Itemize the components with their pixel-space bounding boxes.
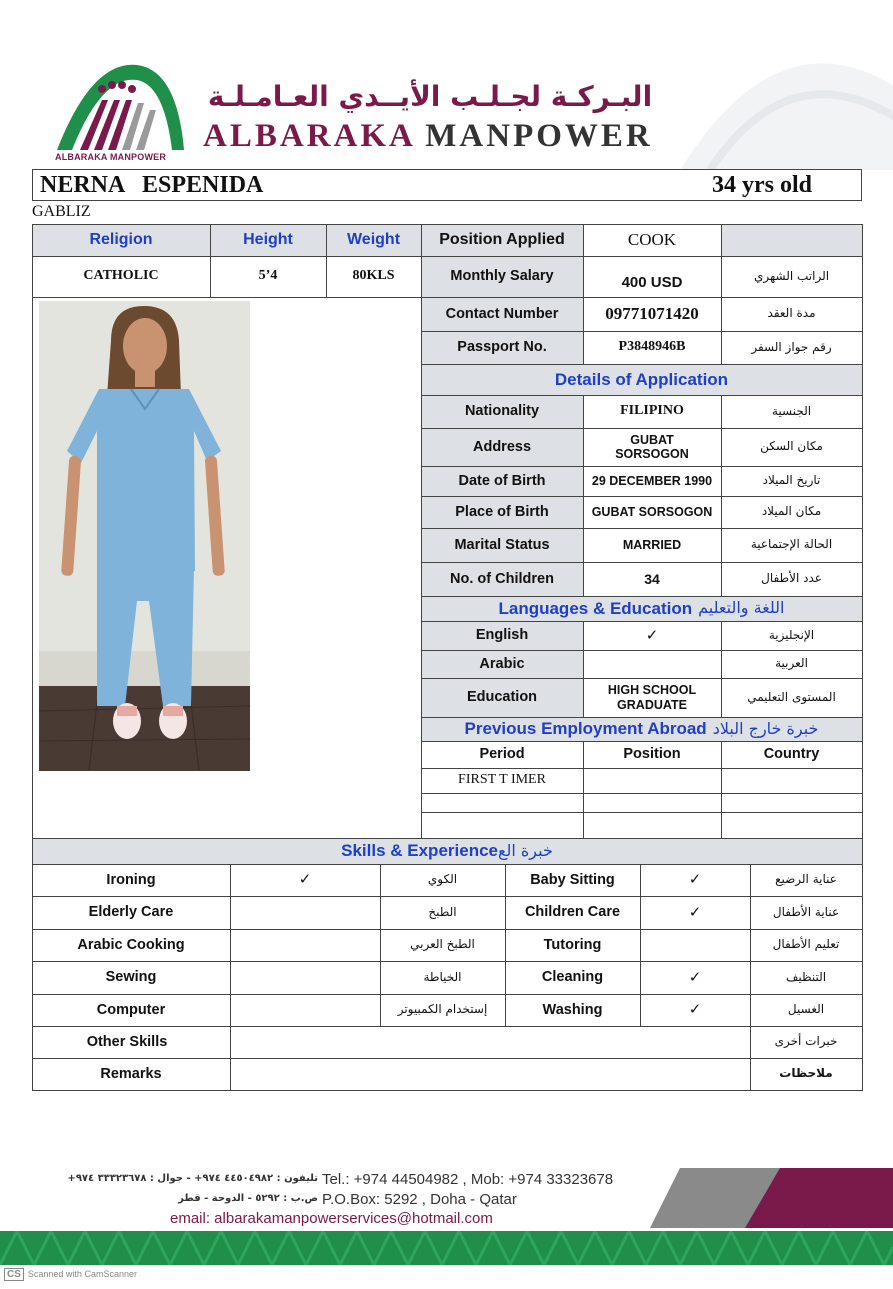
passport-value: P3848946B bbox=[618, 339, 686, 355]
marital-label: Marital Status bbox=[454, 536, 550, 553]
header-watermark-graphic bbox=[670, 30, 893, 170]
remarks-label: Remarks bbox=[100, 1065, 162, 1082]
skill-childcare-label: Children Care bbox=[524, 904, 621, 921]
remarks-label-ar: ملاحظات bbox=[779, 1066, 833, 1081]
skill-washing-ar: الغسيل bbox=[787, 1002, 825, 1017]
scanner-text: Scanned with CamScanner bbox=[27, 1269, 137, 1279]
footer-email[interactable]: email: albarakamanpowerservices@hotmail.com bbox=[170, 1210, 493, 1227]
contact-label: Contact Number bbox=[445, 305, 559, 322]
skill-elderly-ar: الطبخ bbox=[428, 904, 457, 919]
skills-title-ar: خبرة الع bbox=[498, 840, 553, 860]
skill-ironing-label: Ironing bbox=[106, 871, 156, 888]
arabic-label: Arabic bbox=[479, 655, 525, 672]
skill-cleaning-ar: التنظيف bbox=[785, 969, 827, 984]
languages-title bbox=[421, 596, 862, 621]
skill-arabic-cooking-label: Arabic Cooking bbox=[77, 936, 185, 953]
contact-label-ar: مدة العقد bbox=[767, 306, 816, 321]
candidate-age: 34 yrs old bbox=[712, 172, 813, 198]
religion-header: Religion bbox=[89, 230, 153, 248]
other-skills-label-ar: خبرات أخرى bbox=[774, 1034, 838, 1049]
skill-sewing-label: Sewing bbox=[105, 969, 157, 986]
skill-babysitting-ar: عناية الرضيع bbox=[775, 872, 837, 887]
arabic-label-ar: العربية bbox=[775, 656, 808, 671]
education-value bbox=[583, 678, 721, 717]
details-title: Details of Application bbox=[554, 369, 729, 389]
weight-value: 80KLS bbox=[352, 268, 395, 284]
employment-country-value bbox=[721, 768, 862, 793]
education-line2: GRADUATE bbox=[617, 697, 687, 712]
candidate-photo bbox=[39, 301, 250, 771]
footer-pobox: P.O.Box: 5292 , Doha - Qatar bbox=[322, 1191, 517, 1208]
scanner-watermark bbox=[4, 1268, 137, 1281]
candidate-name: NERNA ESPENIDA bbox=[40, 172, 264, 198]
education-label-ar: المستوى التعليمي bbox=[747, 689, 836, 704]
employment-period-value: FIRST T IMER bbox=[458, 772, 546, 788]
skill-sewing-ar: الخياطة bbox=[423, 969, 462, 984]
education-line1: HIGH SCHOOL bbox=[607, 683, 697, 698]
footer-stripe-graphic bbox=[650, 1168, 893, 1228]
other-skills-label: Other Skills bbox=[86, 1033, 168, 1050]
pob-value: GUBAT SORSOGON bbox=[591, 504, 713, 519]
footer-green-band bbox=[0, 1231, 893, 1265]
salary-label-ar: الراتب الشهري bbox=[753, 268, 830, 283]
children-label: No. of Children bbox=[450, 570, 554, 587]
dob-label-ar: تاريخ الميلاد bbox=[762, 473, 821, 488]
skill-arabic-cooking-ar: الطبخ العربي bbox=[410, 937, 475, 952]
country-header: Country bbox=[763, 746, 820, 763]
skill-washing-label: Washing bbox=[542, 1001, 603, 1018]
salary-value: 400 USD bbox=[621, 273, 683, 291]
company-name-part2: MANPOWER bbox=[425, 118, 653, 154]
footer-phone-ar: تليفون : ٤٤٥٠٤٩٨٢ ٩٧٤+ - جوال : ٣٣٣٢٣٦٧٨ ٩٧٤+ bbox=[67, 1173, 318, 1184]
position-applied-header: Position Applied bbox=[439, 230, 565, 248]
address-label: Address bbox=[472, 438, 532, 455]
pob-label-ar: مكان الميلاد bbox=[761, 504, 822, 519]
company-name-arabic: البـركـة لجـلـب الأيــدي العـامـلـة bbox=[207, 80, 653, 113]
nationality-label-ar: الجنسية bbox=[771, 403, 812, 418]
education-label: Education bbox=[466, 689, 538, 706]
employment-title-en: Previous Employment Abroad bbox=[464, 719, 707, 739]
skill-babysitting-label: Baby Sitting bbox=[530, 871, 615, 888]
employment-title-ar: خبرة خارج البلاد bbox=[712, 718, 819, 738]
weight-header: Weight bbox=[346, 230, 401, 248]
address-line1: GUBAT bbox=[630, 432, 674, 447]
salary-label: Monthly Salary bbox=[450, 268, 554, 285]
skills-title bbox=[32, 838, 862, 864]
logo-caption: ALBARAKA MANPOWER bbox=[55, 152, 167, 162]
skill-tutoring-ar: تعليم الأطفال bbox=[772, 937, 840, 952]
skill-babysitting-check: ✓ bbox=[688, 870, 702, 889]
skill-arabic-cooking-check bbox=[230, 929, 380, 961]
english-label-ar: الإنجليزية bbox=[768, 627, 815, 642]
footer-phone: Tel.: +974 44504982 , Mob: +974 33323678 bbox=[322, 1171, 614, 1188]
english-label: English bbox=[475, 627, 529, 644]
passport-label-ar: رقم جواز السفر bbox=[751, 339, 832, 354]
nationality-value: FILIPINO bbox=[620, 403, 684, 419]
skill-tutoring-label: Tutoring bbox=[543, 936, 602, 953]
address-label-ar: مكان السكن bbox=[760, 439, 823, 454]
contact-value: 09771071420 bbox=[605, 304, 699, 324]
position-header: Position bbox=[623, 746, 681, 763]
arabic-check bbox=[583, 650, 721, 678]
english-check: ✓ bbox=[645, 625, 659, 644]
pob-label: Place of Birth bbox=[455, 503, 549, 520]
period-header: Period bbox=[479, 746, 525, 763]
employment-title bbox=[421, 717, 862, 741]
employment-position-value bbox=[583, 768, 721, 793]
skill-childcare-check: ✓ bbox=[688, 902, 702, 921]
religion-value: CATHOLIC bbox=[83, 268, 159, 284]
marital-value: MARRIED bbox=[622, 537, 682, 552]
skill-computer-ar: إستخدام الكمبيوتر bbox=[397, 1002, 488, 1017]
skill-ironing-ar: الكوي bbox=[427, 872, 458, 887]
skill-elderly-check bbox=[230, 896, 380, 929]
skill-washing-check: ✓ bbox=[688, 1000, 702, 1019]
dob-value: 29 DECEMBER 1990 bbox=[591, 473, 713, 488]
skill-ironing-check: ✓ bbox=[298, 870, 312, 889]
height-header: Height bbox=[243, 230, 293, 248]
marital-label-ar: الحالة الإجتماعية bbox=[750, 537, 833, 552]
position-applied-value: COOK bbox=[627, 230, 677, 250]
languages-title-en: Languages & Education bbox=[498, 598, 693, 618]
address-line2: SORSOGON bbox=[615, 447, 689, 461]
candidate-surname: GABLIZ bbox=[32, 203, 91, 220]
camscanner-icon: CS bbox=[4, 1268, 24, 1281]
dob-label: Date of Birth bbox=[458, 472, 546, 489]
company-name-part1: ALBARAKA bbox=[203, 118, 415, 154]
skill-sewing-check bbox=[230, 961, 380, 994]
nationality-label: Nationality bbox=[464, 403, 540, 420]
children-label-ar: عدد الأطفال bbox=[761, 571, 822, 586]
skill-childcare-ar: عناية الأطفال bbox=[772, 904, 840, 919]
skill-cleaning-label: Cleaning bbox=[541, 969, 604, 986]
languages-title-ar: اللغة والتعليم bbox=[698, 598, 785, 618]
passport-label: Passport No. bbox=[457, 339, 547, 356]
skill-elderly-label: Elderly Care bbox=[88, 904, 174, 921]
company-logo bbox=[52, 55, 187, 165]
skill-computer-check bbox=[230, 994, 380, 1026]
skill-cleaning-check: ✓ bbox=[688, 967, 702, 986]
skill-computer-label: Computer bbox=[96, 1001, 166, 1018]
skills-title-en: Skills & Experience bbox=[341, 841, 498, 861]
skill-tutoring-check bbox=[640, 929, 750, 961]
address-value bbox=[583, 428, 721, 466]
height-value: 5’4 bbox=[258, 268, 278, 284]
header-right-shade bbox=[721, 224, 862, 256]
footer-pobox-ar: ص.ب : ٥٢٩٢ - الدوحة - قطر bbox=[178, 1193, 318, 1204]
children-value: 34 bbox=[644, 570, 660, 587]
company-name-english bbox=[203, 118, 653, 155]
